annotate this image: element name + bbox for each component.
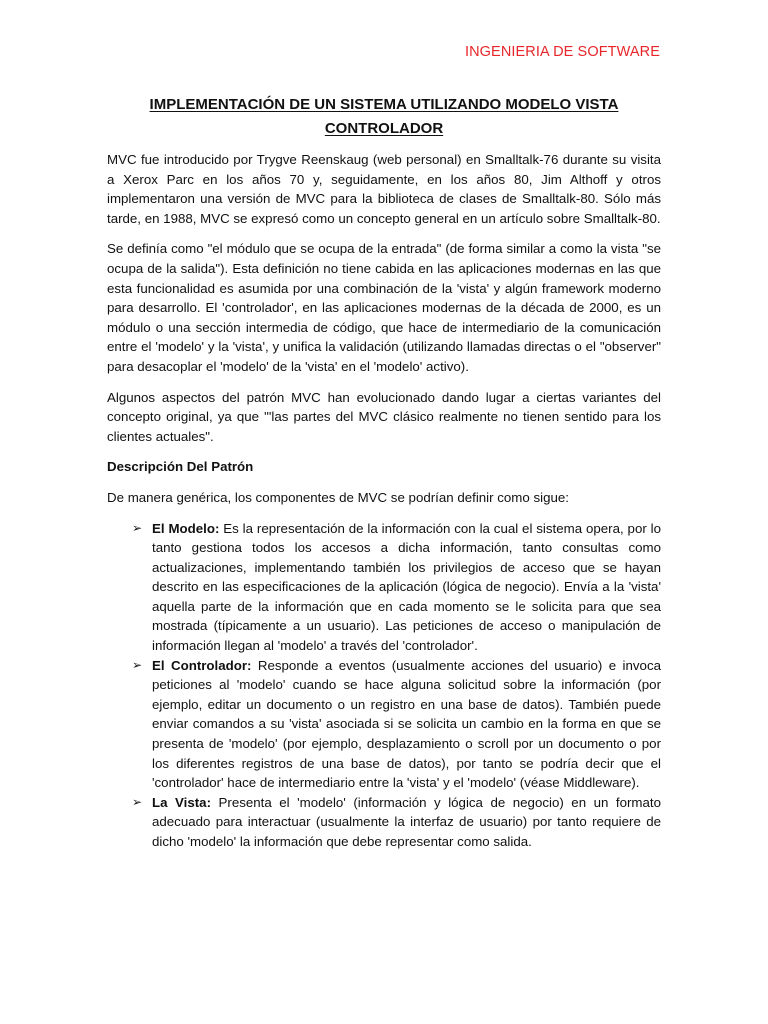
document-title: IMPLEMENTACIÓN DE UN SISTEMA UTILIZANDO MODELO VISTA CONTROLADOR [149,96,619,137]
item-text: Responde a eventos (usualmente acciones del usuario) e invoca peticiones al 'modelo' cuando se hace alguna solicitud sobre la información (por ejemplo, editar un documento o un registro en una base de datos). También puede enviar comandos a su 'vista' asociada si se solicita un cambio en la forma en que se presenta de 'modelo' (por ejemplo, desplazamiento o scroll por un documento o por los diferentes registros de una base de datos), por tanto se podría decir que el 'controlador' hace de intermediario entre la 'vista' y el 'modelo' (véase Middleware). [152,657,661,791]
item-text: Es la representación de la información con la cual el sistema opera, por lo tanto gestiona todos los accesos a dicha información, tanto consultas como actualizaciones, implementando también los privilegios de acceso que se hayan descrito en las especificaciones de la aplicación (lógica de negocio). Envía a la 'vista' aquella parte de la información que en cada momento se le solicita para que sea mostrada (típicamente a un usuario). Las peticiones de acceso o manipulación de información llegan al 'modelo' a través del 'controlador'. [152,520,662,654]
list-item [107,793,661,852]
item-term: La Vista: [152,794,212,810]
page-header: INGENIERIA DE SOFTWARE [464,44,660,60]
list-item [107,519,661,656]
section-intro: De manera genérica, los componentes de MVC se podrían definir como sigue: [107,489,569,505]
document-body [107,150,661,852]
paragraph: MVC fue introducido por Trygve Reenskaug (web personal) en Smalltalk-76 durante su visita a Xerox Parc en los años 70 y, seguidamente, en los años 80, Jim Althoff y otros implementaron una versión de MVC para la biblioteca de clases de Smalltalk-80. Sólo más tarde, en 1988, MVC se expresó como un concepto general en un artículo sobre Smalltalk-80. [107,152,661,226]
arrow-bullet-icon: ➢ [132,657,143,672]
component-list [107,519,661,852]
section-heading: Descripción Del Patrón [107,459,254,475]
item-text: Presenta el 'modelo' (información y lógica de negocio) en un formato adecuado para interactuar (usualmente la interfaz de usuario) por tanto requiere de dicho 'modelo' la información que debe representar como salida. [152,794,661,849]
paragraph: Algunos aspectos del patrón MVC han evolucionado dando lugar a ciertas variantes del concepto original, ya que "'las partes del MVC clásico realmente no tienen sentido para los clientes actuales". [107,389,661,444]
paragraph: Se definía como "el módulo que se ocupa de la entrada" (de forma similar a como la vista "se ocupa de la salida"). Esta definición no tiene cabida en las aplicaciones modernas en las que esta funcionalidad es asumida por una combinación de la 'vista' y algún framework moderno para desarrollo. El 'controlador', en las aplicaciones modernas de la década de 2000, es un módulo o una sección intermedia de código, que hace de intermediario de la comunicación entre el 'modelo' y la 'vista', y unifica la validación (utilizando llamadas directas o el "observer" para desacoplar el 'modelo' de la 'vista' en el 'modelo' activo). [107,241,661,374]
list-item [107,656,661,793]
arrow-bullet-icon: ➢ [132,794,143,809]
item-term: El Modelo: [152,520,220,536]
arrow-bullet-icon: ➢ [132,520,143,535]
item-term: El Controlador: [152,657,252,673]
